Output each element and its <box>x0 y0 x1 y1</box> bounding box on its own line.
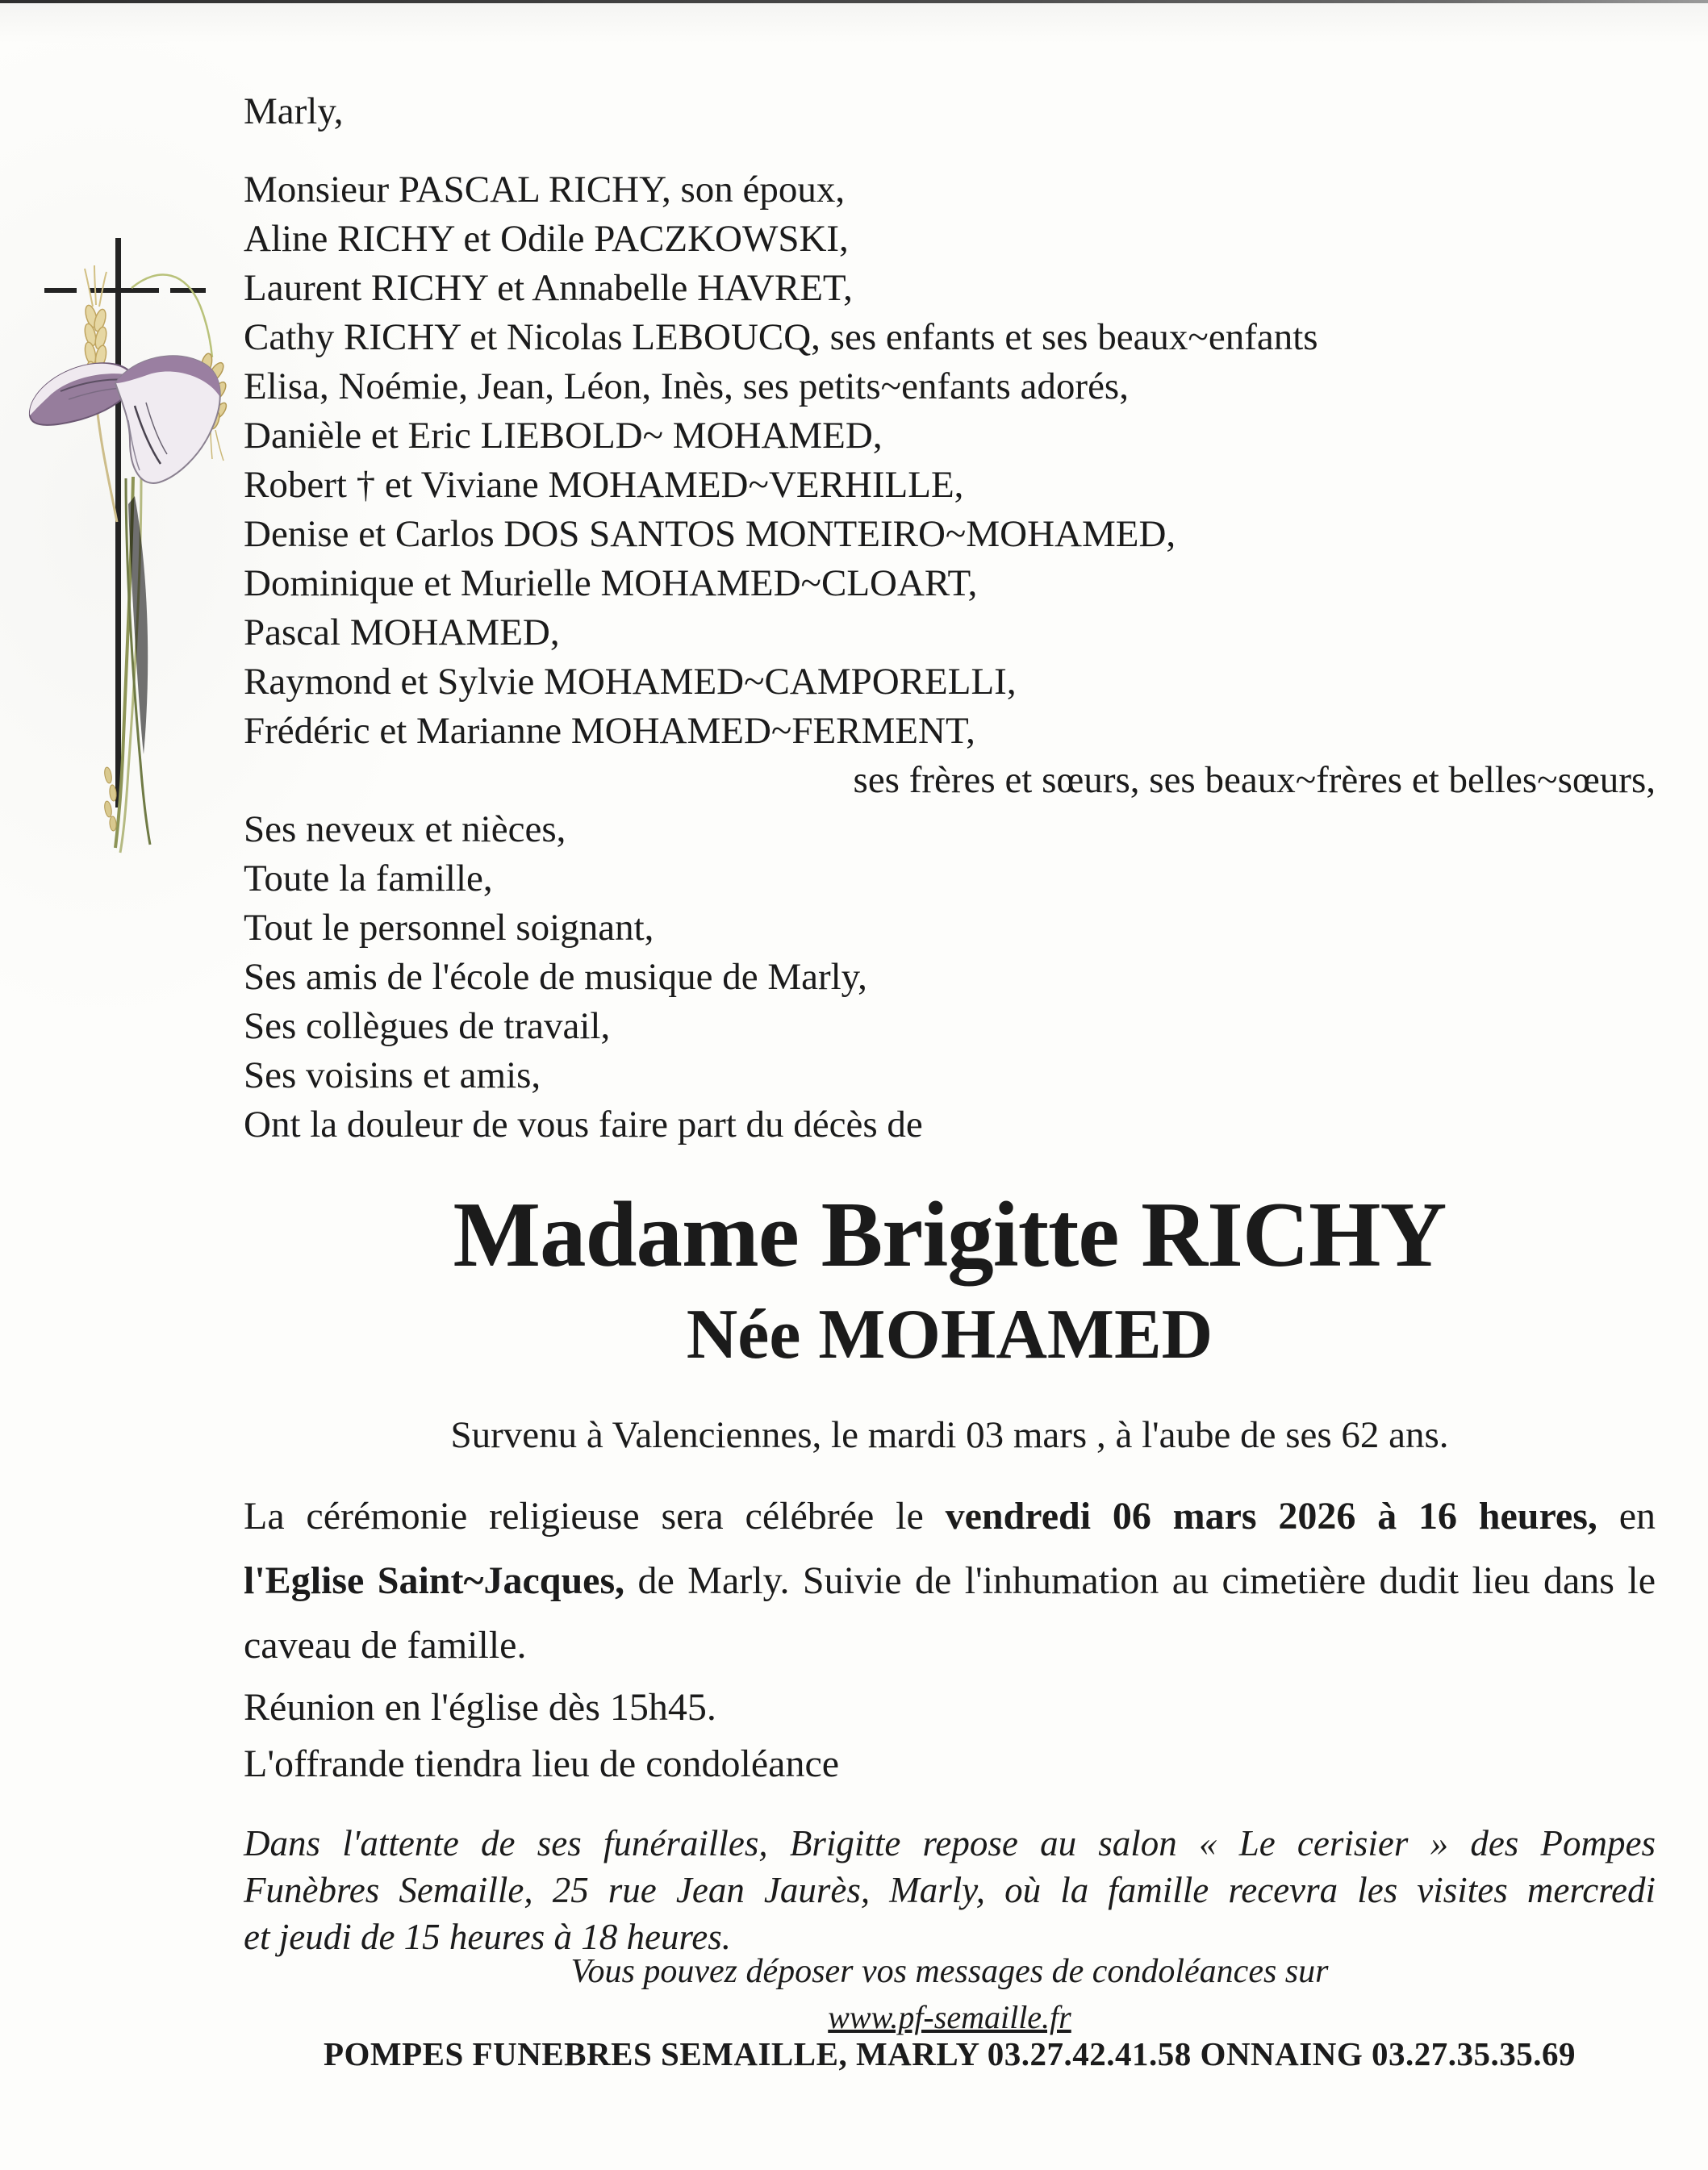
reunion-line: Réunion en l'église dès 15h45. <box>244 1686 716 1729</box>
closing-line: Toute la famille, <box>244 858 493 899</box>
mourner-line: Elisa, Noémie, Jean, Léon, Inès, ses petits~enfants adorés, <box>244 365 1129 407</box>
ceremony-datetime-bold: vendredi 06 mars 2026 à 16 heures, <box>945 1495 1597 1538</box>
death-notice-line: Survenu à Valenciennes, le mardi 03 mars , à l'aube de ses 62 ans. <box>450 1414 1449 1456</box>
closing-line: Ses voisins et amis, <box>244 1054 541 1096</box>
website-link-text: www.pf-semaille.fr <box>828 1999 1071 2035</box>
funeral-home-contact-line: POMPES FUNEBRES SEMAILLE, MARLY 03.27.42.41.58 ONNAING 03.27.35.35.69 <box>323 2035 1576 2072</box>
mourner-line: Denise et Carlos DOS SANTOS MONTEIRO~MOHAMED, <box>244 513 1176 555</box>
ceremony-text: de Marly. Suivie de l'inhumation au cimetière dudit lieu dans le <box>624 1559 1656 1602</box>
ceremony-line-3: caveau de famille. <box>244 1624 527 1667</box>
mourner-line: Laurent RICHY et Annabelle HAVRET, <box>244 267 853 309</box>
ceremony-line-1 <box>244 1484 1656 1549</box>
repose-line-1: Dans l'attente de ses funérailles, Brigitte repose au salon « Le cerisier » des Pompes <box>244 1823 1656 1863</box>
closing-line: Ses amis de l'école de musique de Marly, <box>244 956 867 998</box>
scan-edge-artifact <box>0 0 1708 3</box>
siblings-line: ses frères et sœurs, ses beaux~frères et belles~sœurs, <box>853 759 1656 801</box>
ceremony-church-bold: l'Eglise Saint~Jacques, <box>244 1559 625 1602</box>
service-details <box>244 1680 1656 1792</box>
announcement-line: Ont la douleur de vous faire part du décès de <box>244 1104 923 1146</box>
ceremony-text: en <box>1597 1495 1656 1538</box>
repose-line-2: Funèbres Semaille, 25 rue Jean Jaurès, Marly, où la famille recevra les visites mercredi <box>244 1870 1656 1910</box>
deceased-maiden-name: Née MOHAMED <box>686 1295 1213 1374</box>
mourner-line: Robert † et Viviane MOHAMED~VERHILLE, <box>244 464 964 506</box>
mourner-line: Cathy RICHY et Nicolas LEBOUCQ, ses enfants et ses beaux~enfants <box>244 316 1318 358</box>
mourner-line: Danièle et Eric LIEBOLD~ MOHAMED, <box>244 415 883 457</box>
mourner-line: Dominique et Murielle MOHAMED~CLOART, <box>244 562 978 604</box>
mourners-list <box>244 165 1656 1150</box>
city-line: Marly, <box>244 90 344 132</box>
repose-paragraph <box>244 1820 1656 1960</box>
mourner-line: Monsieur PASCAL RICHY, son époux, <box>244 169 846 211</box>
deceased-name: Madame Brigitte RICHY <box>453 1183 1447 1286</box>
closing-line: Ses neveux et nièces, <box>244 808 566 850</box>
cross-lily-wheat-icon <box>12 238 238 867</box>
closing-line: Tout le personnel soignant, <box>244 907 654 949</box>
mourner-line: Pascal MOHAMED, <box>244 611 560 653</box>
mourner-line: Aline RICHY et Odile PACZKOWSKI, <box>244 218 849 260</box>
mourner-line: Frédéric et Marianne MOHAMED~FERMENT, <box>244 710 975 752</box>
ceremony-line-2 <box>244 1549 1656 1613</box>
repose-line-3: et jeudi de 15 heures à 18 heures. <box>244 1917 732 1957</box>
offering-line: L'offrande tiendra lieu de condoléance <box>244 1742 840 1785</box>
condolence-invite-line: Vous pouvez déposer vos messages de condoléances sur <box>570 1953 1329 1990</box>
closing-line: Ses collègues de travail, <box>244 1005 611 1047</box>
ceremony-text: La cérémonie religieuse sera célébrée le <box>244 1495 946 1538</box>
deceased-title-block <box>244 1184 1656 1374</box>
ceremony-paragraph <box>244 1484 1656 1678</box>
mourner-line: Raymond et Sylvie MOHAMED~CAMPORELLI, <box>244 661 1017 703</box>
